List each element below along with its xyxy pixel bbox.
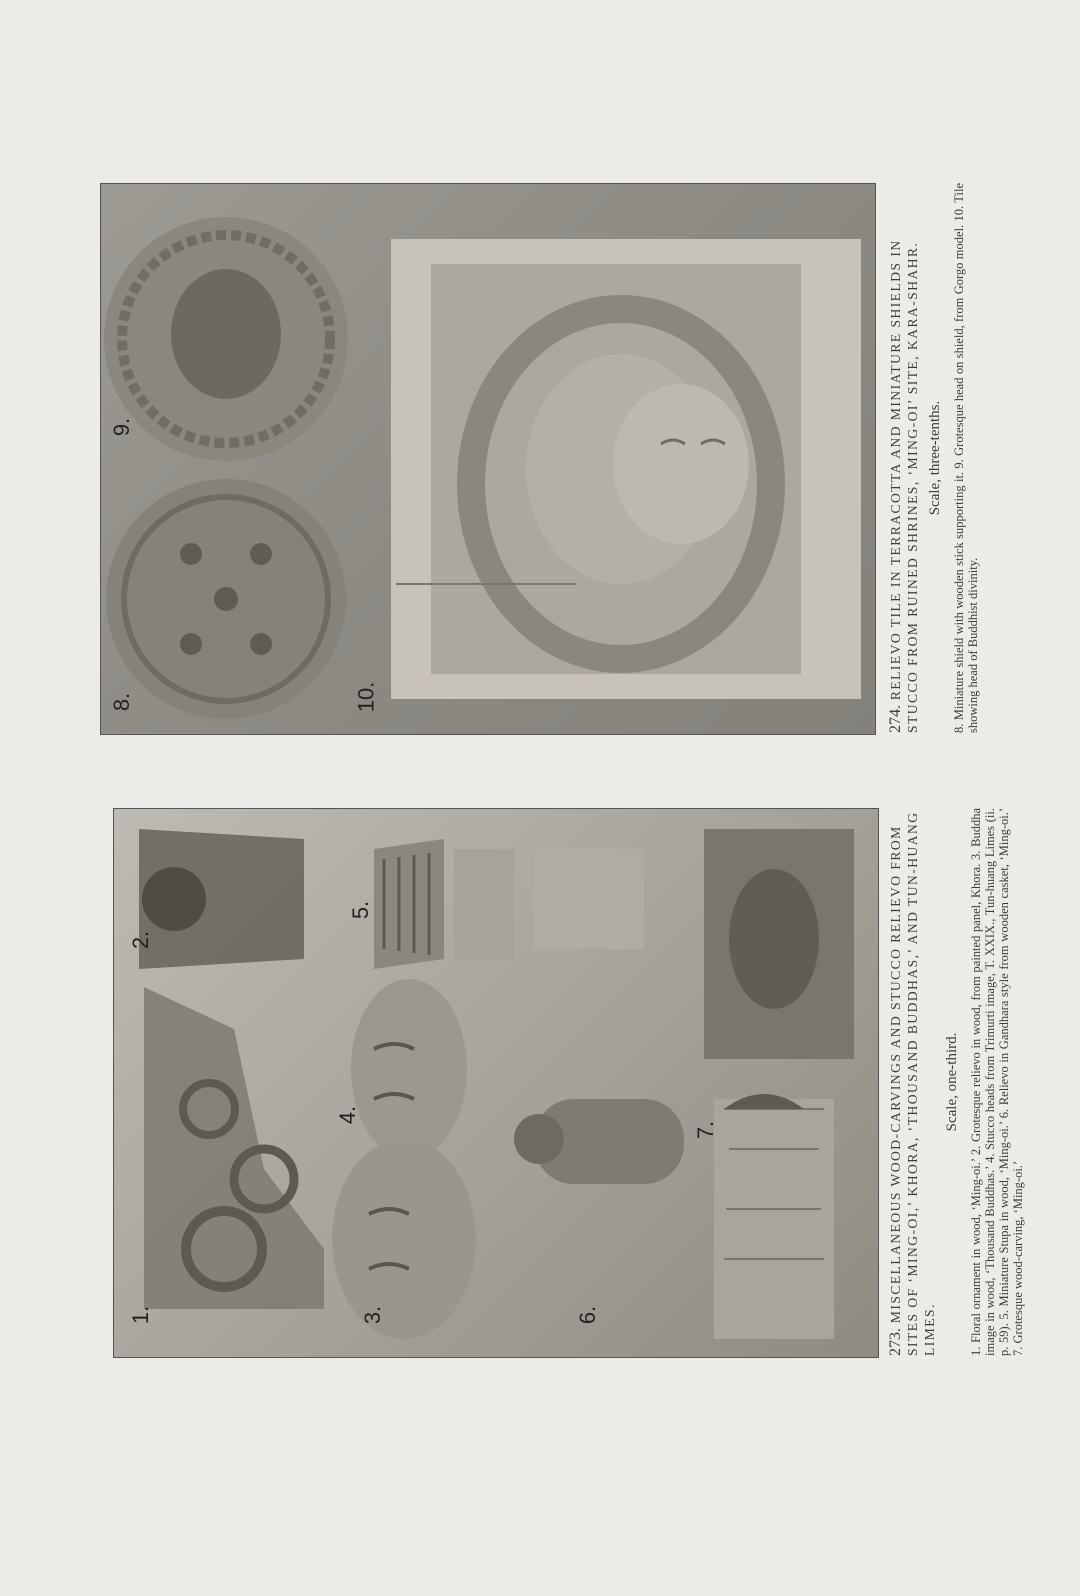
grotesque-relievo-object: [139, 829, 304, 969]
plate-274-title-text: RELIEVO TILE IN TERRACOTTA AND MINIATURE SHIELDS IN STUCCO FROM RUINED SHRINES, ‘MING-OI’ SITE, KARA-SHAHR.: [888, 239, 920, 733]
plate-273-number: 273.: [887, 1328, 904, 1356]
label-10: 10.: [353, 681, 379, 713]
plate-273-caption: [887, 808, 1025, 1356]
label-6: 6.: [575, 1305, 601, 1325]
plate-274-number: 274.: [887, 705, 904, 733]
floral-ornament-object: [144, 987, 324, 1309]
buddha-image-object: [514, 1099, 684, 1184]
plate-273-photograph: [113, 808, 879, 1358]
label-9: 9.: [109, 417, 135, 437]
label-5: 5.: [348, 900, 374, 920]
plate-274-scale: Scale, three-tenths.: [927, 400, 943, 516]
grotesque-head-shield-object: [104, 217, 348, 461]
stucco-heads-object: [332, 979, 476, 1339]
label-2: 2.: [128, 930, 154, 950]
plate-273-description: 1. Floral ornament in wood, ‘Ming-oi.’ 2. Grotesque relievo in wood, from painted panel, Khora. 3. Buddha image in wood, ‘Thousand Buddhas.’ 4. Stucco heads from Trimurti image, T. XXIX., Tun-huang Limes (ii. p. 59). 5. Miniature Stupa in wood, ‘Ming-oi.’ 6. Relievo in Gandhara style from wooden casket, ‘Ming-oi.’ 7. Grotesque wood-carving, ‘Ming-oi.’: [969, 808, 1025, 1356]
gandhara-relievo-object: [704, 829, 854, 1059]
plate-274-caption: [887, 183, 980, 733]
label-8: 8.: [109, 692, 135, 712]
relievo-tile-object: [391, 239, 861, 699]
stupa-object: [374, 839, 644, 969]
label-4: 4.: [335, 1105, 361, 1125]
plate-274-photograph: [100, 183, 876, 735]
plate-274-title: [887, 183, 921, 733]
plate-273-objects: [114, 809, 878, 1357]
plate-274-objects: [101, 184, 875, 734]
label-3: 3.: [360, 1305, 386, 1325]
plate-273-scale: Scale, one-third.: [944, 1032, 960, 1132]
plate-274-description: 8. Miniature shield with wooden stick supporting it. 9. Grotesque head on shield, from Gorgo model. 10. Tile showing head of Buddhist divinity.: [952, 183, 980, 733]
label-1: 1.: [128, 1305, 154, 1325]
grotesque-wood-carving-object: [714, 1094, 834, 1339]
plate-273-title-text: MISCELLANEOUS WOOD-CARVINGS AND STUCCO RELIEVO FROM SITES OF ‘MING-OI,’ KHORA, ‘THOUSAND BUDDHAS,’ AND TUN-HUANG LIMES.: [888, 811, 937, 1356]
miniature-shield-object: [106, 479, 346, 719]
label-7: 7.: [693, 1120, 719, 1140]
plate-273-title: [887, 808, 938, 1356]
